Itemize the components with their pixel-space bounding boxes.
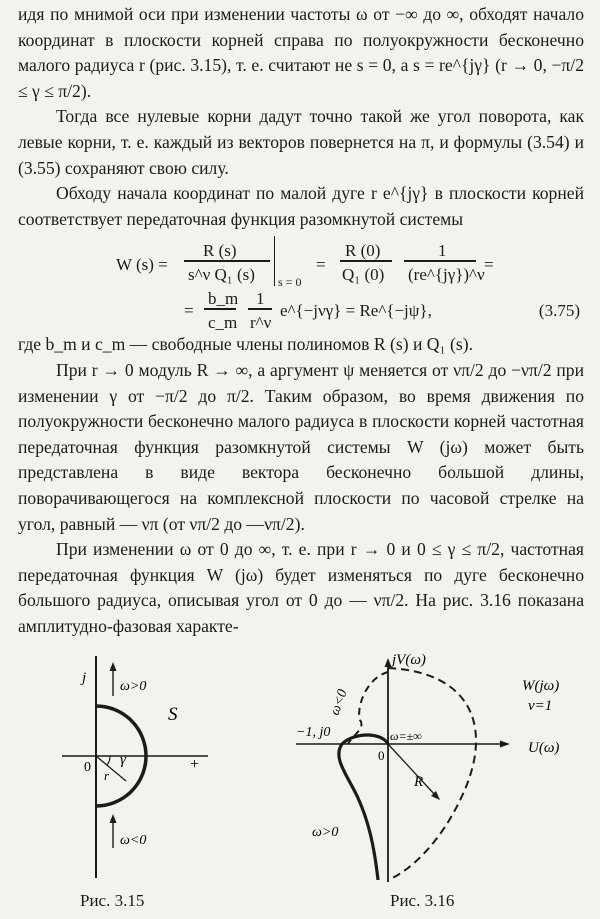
negative-frequency-branch <box>348 672 388 744</box>
fraction-bar-3 <box>404 260 476 261</box>
radius-label: R <box>414 774 424 790</box>
formula-den1: s^ν Q₁ (s) <box>188 265 255 285</box>
formula-den4: c_m <box>208 313 238 333</box>
formula-lhs: W (s) = <box>116 255 168 275</box>
paragraph-3: Обходу начала координат по малой дуге r e^{jγ} в плоскости корней соответствует передаточная функция разомкнутой системы <box>18 183 584 229</box>
equation-number: (3.75) <box>538 301 580 321</box>
radius-vector <box>388 744 436 796</box>
fraction-bar-5 <box>248 308 272 309</box>
figure-3-16 <box>282 648 588 888</box>
axis-j-label: j <box>82 670 87 686</box>
origin-label: 0 <box>84 760 91 775</box>
evaluation-bar <box>274 236 275 286</box>
minus-one-point-label: −1, j0 <box>296 725 331 740</box>
formula-eval-at: s = 0 <box>278 275 302 290</box>
fraction-bar-2 <box>340 260 392 261</box>
paragraph-5: При r → 0 модуль R → ∞, а аргумент ψ меняется от νπ/2 до −νπ/2 при изменении γ от −π/2 до π/2. Таким образом, во время движения по полуокружности бесконечно малого радиуса в плоскости корней частотная передаточная функция разомкнутой системы W (jω) может быть представлена в виде вектора бесконечно большой длины, поворачивающегося на комплексной плоскости по часовой стрелке на угол, равный — νπ (от νπ/2 до —νπ/2). <box>18 359 584 534</box>
formula-num5: 1 <box>256 289 265 309</box>
formula-exp-part: e^{−jνγ} = Re^{−jψ}, <box>280 301 432 321</box>
axis-v-label: jV(ω) <box>392 652 426 668</box>
paragraph-6: При изменении ω от 0 до ∞, т. е. при r → 0 и 0 ≤ γ ≤ π/2, частотная передаточная функция W (jω) будет изменяться по дуге бесконечно большого радиуса, описывая угол от 0 до — νπ/2. На рис. 3.16 показана амплитудно-фазовая характе- <box>18 539 584 636</box>
formula-num4: b_m <box>208 289 239 309</box>
figure-3-15 <box>40 652 240 882</box>
axis-u-label: U(ω) <box>528 740 560 756</box>
formula-num3: 1 <box>438 241 447 261</box>
function-label: W(jω) <box>522 678 560 694</box>
formula-num1: R (s) <box>203 241 237 261</box>
omega-pos-arrowhead <box>110 662 117 671</box>
caption-3-15: Рис. 3.15 <box>80 891 145 910</box>
caption-3-16: Рис. 3.16 <box>390 891 455 910</box>
formula-3-75 <box>18 236 584 333</box>
nu-label: ν=1 <box>528 698 553 714</box>
angle-arc <box>107 756 110 765</box>
formula-eq2: = <box>484 255 494 275</box>
large-arc-dashed <box>388 668 476 880</box>
formula-num2: R (0) <box>345 241 381 261</box>
fraction-bar-1 <box>184 260 270 261</box>
body-text <box>18 2 584 639</box>
plane-label: S <box>168 704 178 725</box>
formula-den2: Q₁ (0) <box>342 265 385 285</box>
formula-den3: (re^{jγ})^ν <box>408 265 485 285</box>
origin-label: 0 <box>378 748 385 763</box>
omega-neg-label: ω<0 <box>120 833 147 848</box>
omega-neg-arrowhead <box>110 814 117 823</box>
real-axis-arrowhead <box>500 741 510 748</box>
angle-label: γ <box>120 752 126 768</box>
formula-eq1: = <box>316 255 326 275</box>
paragraph-4: где b_m и c_m — свободные члены полиномов R (s) и Q₁ (s). <box>18 334 473 355</box>
paragraph-2: Тогда все нулевые корни дадут точно такой же угол поворота, как левые корни, т. е. каждый из векторов повернется на π, и формулы (3.54) и (3.55) сохраняют свою силу. <box>18 106 584 178</box>
paragraph-1: идя по мнимой оси при изменении частоты ω от −∞ до ∞, обходят начало координат в плоскости корней справа по полуокружности бесконечно малого радиуса r (рис. 3.15), т. е. считают не s = 0, а s = re^{jγ} (r → 0, −π/2 ≤ γ ≤ π/2). <box>18 4 584 101</box>
radius-label: r <box>104 768 110 783</box>
fraction-bar-4 <box>204 308 236 309</box>
omega-pos-label: ω>0 <box>312 825 339 840</box>
omega-neg-label: ω<0 <box>327 687 351 718</box>
plus-label: + <box>190 756 200 773</box>
omega-infinity-label: ω=±∞ <box>390 729 422 743</box>
omega-pos-label: ω>0 <box>120 679 147 694</box>
formula-den5: r^ν <box>250 313 272 333</box>
imaginary-axis-arrowhead <box>385 658 392 667</box>
formula-eq3: = <box>184 301 194 321</box>
